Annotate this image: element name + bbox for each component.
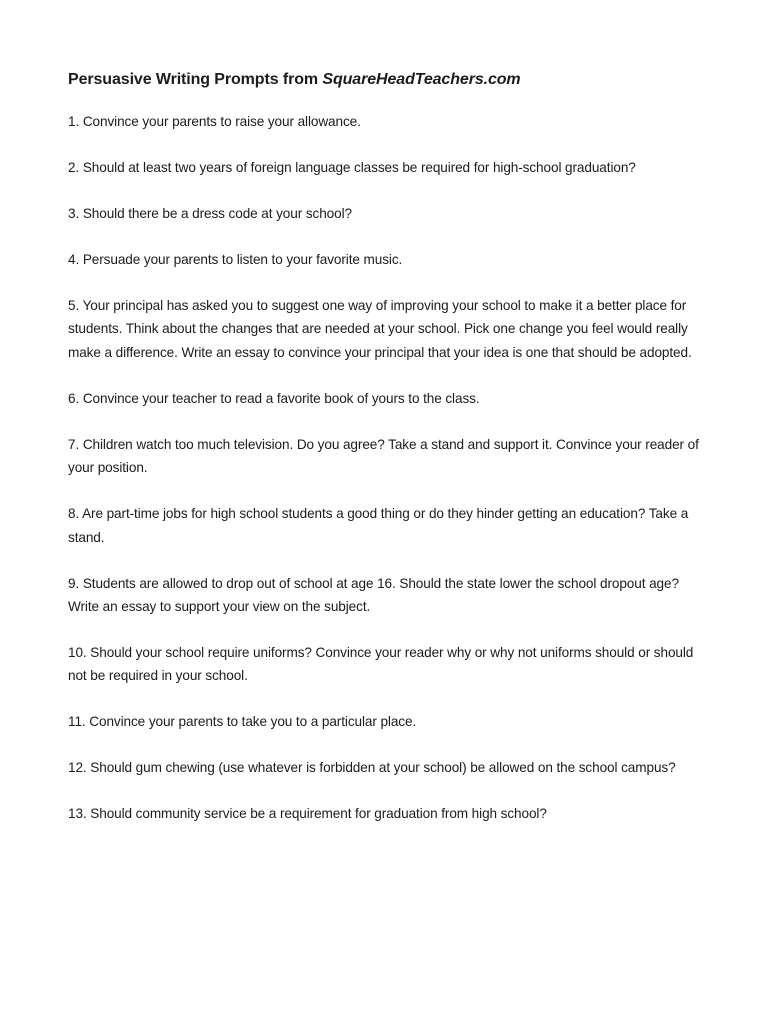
prompt-item-13: 13. Should community service be a requirement for graduation from high school? <box>68 806 547 822</box>
prompt-list <box>68 110 704 826</box>
prompt-item-10: 10. Should your school require uniforms? Convince your reader why or why not uniforms should or should not be required in your school. <box>68 645 694 684</box>
prompt-item-6: 6. Convince your teacher to read a favorite book of yours to the class. <box>68 390 480 406</box>
prompt-item-4: 4. Persuade your parents to listen to your favorite music. <box>68 252 403 267</box>
title-site-name: SquareHeadTeachers.com <box>322 71 521 88</box>
title-prefix: Persuasive Writing Prompts from <box>68 71 319 88</box>
document-title <box>68 68 704 92</box>
prompt-item-8: 8. Are part-time jobs for high school students a good thing or do they hinder getting an education? Take a stand. <box>68 506 689 545</box>
prompt-item-11: 11. Convince your parents to take you to a particular place. <box>68 714 417 730</box>
prompt-item-2: 2. Should at least two years of foreign language classes be required for high-school graduation? <box>68 160 636 175</box>
prompt-item-7: 7. Children watch too much television. Do you agree? Take a stand and support it. Convince your reader of your position. <box>68 436 699 476</box>
prompt-item-12: 12. Should gum chewing (use whatever is forbidden at your school) be allowed on the school campus? <box>68 760 676 776</box>
prompt-item-5: 5. Your principal has asked you to suggest one way of improving your school to make it a better place for students. Think about the changes that are needed at your school. Pick one change you feel would really make a difference. Write an essay to convince your principal that your idea is one that should be adopted. <box>68 298 692 360</box>
prompt-item-3: 3. Should there be a dress code at your school? <box>68 206 352 221</box>
prompt-item-9: 9. Students are allowed to drop out of school at age 16. Should the state lower the school dropout age? Write an essay to support your view on the subject. <box>68 575 679 615</box>
prompt-item-1: 1. Convince your parents to raise your allowance. <box>68 114 361 129</box>
document-page <box>68 68 704 848</box>
